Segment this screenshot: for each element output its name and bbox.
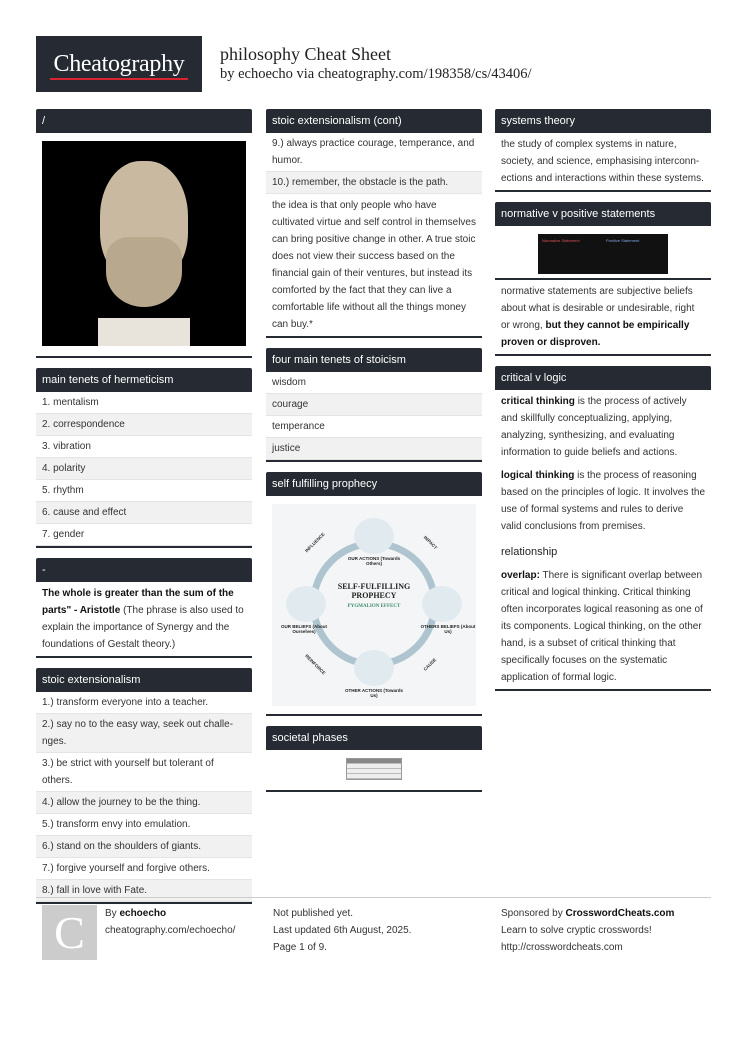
label-our-beliefs: OUR BELIEFS (About Ourselves) — [281, 624, 327, 634]
box-title: systems theory — [495, 109, 711, 133]
aristotle-quote — [36, 582, 252, 656]
prophecy-box — [266, 472, 482, 716]
box-title: normative v positive statements — [495, 202, 711, 226]
last-updated: Last updated 6th August, 2025. — [273, 925, 412, 936]
quote-text: (The phrase is also used to explain the importance of Synergy and the foundations of Gestalt theory.) — [42, 605, 244, 650]
logo-underline — [50, 78, 188, 80]
page-count: Page 1 of 9. — [273, 942, 327, 953]
quote-bold: The whole is greater than the sum of the parts" - Aristotle — [42, 588, 234, 616]
diagram-center — [334, 582, 414, 611]
logical-plain: is the process of reasoning based on the principles of logic. It involves the use of formal systems and rules to derive valid conclusions from premises. — [501, 470, 706, 532]
list-item: 1.) transform everyone into a teacher. — [36, 692, 252, 714]
list-item: 5.) transform envy into emulation. — [36, 814, 252, 836]
overlap-plain: There is significant overlap between critical and logical thinking. Critical thinking often incorporates logical reasoning as one of its components. Logical thinking, on the other hand, is a subset of critical thinking that specifically focuses on the systematic application of formal logic. — [501, 570, 703, 683]
relationship-box — [495, 540, 711, 691]
phases-box — [266, 726, 482, 792]
node-other-actions — [354, 650, 394, 686]
list-item: wisdom — [266, 372, 482, 394]
column-2 — [266, 109, 482, 802]
author-url[interactable]: cheatography.com/echoecho/ — [105, 925, 236, 936]
cheatography-logo[interactable] — [36, 36, 202, 92]
list-item: 4.) allow the journey to be the thing. — [36, 792, 252, 814]
list-item: 3. vibration — [36, 436, 252, 458]
societal-phases-table-image — [346, 758, 402, 780]
box-title: - — [36, 558, 252, 582]
slash-box — [36, 109, 252, 358]
sponsor-label: Sponsored by — [501, 908, 563, 919]
sponsor-block — [501, 905, 674, 956]
table-row — [347, 774, 401, 779]
philosopher-bust-image — [42, 141, 246, 346]
normative-box — [495, 202, 711, 356]
bust-pedestal — [98, 318, 190, 346]
bust-image-wrap — [36, 133, 252, 356]
box-title: stoic extensionalism — [36, 668, 252, 692]
overlap-bold: overlap: — [501, 570, 540, 581]
arrow-impact: IMPACT — [422, 534, 439, 551]
critical-text — [495, 390, 711, 464]
column-1 — [36, 109, 252, 914]
list-item: 3.) be strict with yourself but tolerant of others. — [36, 753, 252, 792]
label-others-beliefs: OTHERS BELIEFS (About Us) — [420, 624, 476, 634]
logical-text — [495, 464, 711, 538]
logo-text: Cheatography — [53, 50, 185, 77]
stoic-paragraph: the idea is that only people who have cultivated virtue and self control in themselves can bring positive change in other. A true stoic does not view their success based on the financial gain of their ventures, but instead its comforted by the fact that they can live a comfortable life without all the things money can buy.* — [272, 200, 476, 330]
list-item: 6. cause and effect — [36, 502, 252, 524]
list-item: 8.) fall in love with Fate. — [36, 880, 252, 902]
sponsor-link[interactable]: CrosswordCheats.com — [565, 908, 675, 919]
normative-text — [495, 278, 711, 354]
overlap-text — [495, 564, 711, 689]
byline-link[interactable]: by echoecho via cheatography.com/198358/cs/43406/ — [220, 66, 532, 82]
whole-box — [36, 558, 252, 658]
box-title: self fulfilling prophecy — [266, 472, 482, 496]
column-3 — [495, 109, 711, 701]
systems-text: the study of complex systems in nature, society, and science, emphasising interconnections and interactions within these systems. — [501, 139, 704, 184]
footer-divider — [36, 897, 711, 898]
normative-bold: but they cannot be empirically proven or disproven. — [501, 320, 690, 348]
box-title: four main tenets of stoicism — [266, 348, 482, 372]
critical-box — [495, 366, 711, 538]
author-link[interactable]: echoecho — [119, 908, 167, 919]
diagram-center-title: SELF-FULFILLING PROPHECY — [337, 582, 411, 600]
prophecy-cycle-diagram — [272, 504, 476, 706]
list-item: temperance — [266, 416, 482, 438]
sponsor-url[interactable]: http://crosswordcheats.com — [501, 942, 623, 953]
box-title: critical v logic — [495, 366, 711, 390]
list-item: courage — [266, 394, 482, 416]
list-item: 1. mentalism — [36, 392, 252, 414]
chart-right-title: Positive Statement — [606, 238, 640, 243]
list-item: justice — [266, 438, 482, 460]
arrow-cause: CAUSE — [422, 657, 438, 672]
author-line — [105, 905, 235, 922]
critical-plain: is the process of actively and skillfully conceptualizing, applying, analyzing, synthesizing, and evaluating information to guide beliefs and actions. — [501, 396, 687, 458]
list-item: 7. gender — [36, 524, 252, 546]
node-our-beliefs — [286, 586, 326, 622]
box-title: relationship — [495, 540, 711, 564]
by-label: By — [105, 908, 117, 919]
box-title: main tenets of hermeticism — [36, 368, 252, 392]
box-title: societal phases — [266, 726, 482, 750]
tenets-box — [266, 348, 482, 462]
stoic-box — [36, 668, 252, 904]
normative-plain: normative statements are subjective beliefs about what is desirable or undesirable, right or wrong, — [501, 286, 695, 331]
systems-box — [495, 109, 711, 192]
list-item: 2.) say no to the easy way, seek out challenges. — [36, 714, 252, 753]
node-others-beliefs — [422, 586, 462, 622]
box-title: stoic extensionalism (cont) — [266, 109, 482, 133]
author-block — [105, 905, 235, 939]
diagram-center-sub: PYGMALION EFFECT — [347, 604, 401, 609]
list-item: 4. polarity — [36, 458, 252, 480]
arrow-reinforce: REINFORCE — [304, 653, 327, 676]
chart-left-title: Normative Statement — [542, 238, 580, 243]
logical-bold: logical thinking — [501, 470, 575, 481]
published-status: Not published yet. — [273, 908, 354, 919]
box-title: / — [36, 109, 252, 133]
sponsor-tagline: Learn to solve cryptic crosswords! — [501, 925, 652, 936]
sponsor-line — [501, 905, 674, 922]
list-item: 7.) forgive yourself and forgive others. — [36, 858, 252, 880]
label-our-actions: OUR ACTIONS (Towards Others) — [347, 556, 401, 566]
list-item: 6.) stand on the shoulders of giants. — [36, 836, 252, 858]
hermeticism-box — [36, 368, 252, 548]
arrow-influence: INFLUENCE — [304, 531, 326, 554]
critical-bold: critical thinking — [501, 396, 575, 407]
bust-beard — [106, 237, 182, 307]
cheatography-c-icon: C — [42, 905, 97, 960]
label-other-actions: OTHER ACTIONS (Towards Us) — [344, 688, 403, 698]
node-our-actions — [354, 518, 394, 554]
normative-positive-image — [538, 234, 668, 274]
page-title: philosophy Cheat Sheet — [220, 44, 391, 64]
list-item: 2. correspondence — [36, 414, 252, 436]
publish-block — [273, 905, 411, 956]
list-item: 5. rhythm — [36, 480, 252, 502]
list-item: 9.) always practice courage, temperance, and humor. — [266, 133, 482, 172]
stoic-cont-box — [266, 109, 482, 338]
list-item: 10.) remember, the obstacle is the path. — [266, 172, 482, 194]
